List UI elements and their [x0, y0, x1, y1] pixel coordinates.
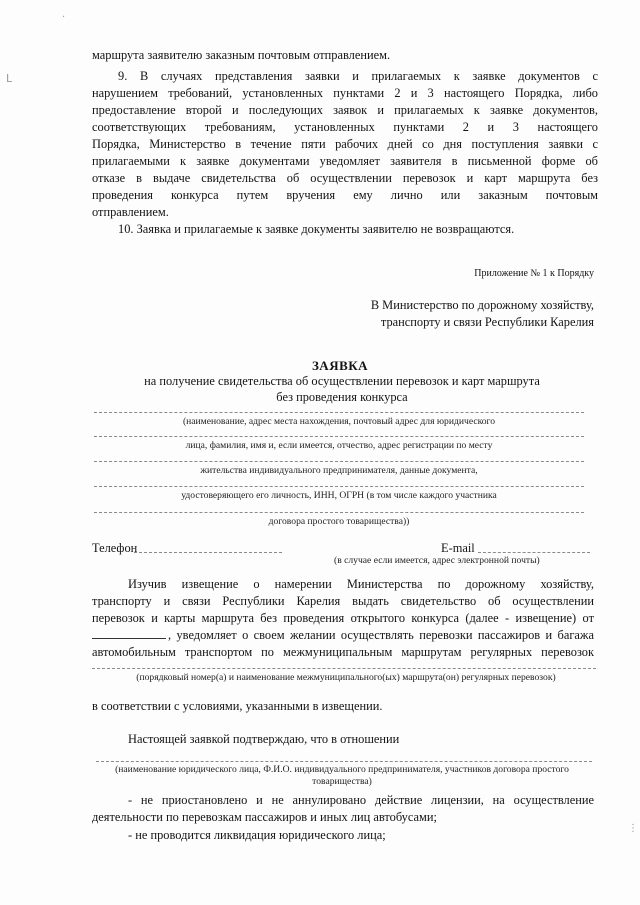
body-line: перевозок и карты маршрута без проведения открытого конкурса (далее - извещение) от	[92, 611, 594, 625]
body-line: Изучив извещение о намерении Министерства по дорожному хозяйству,	[128, 577, 594, 591]
paragraph-9-line: предоставление второй и последующих заявок и прилагаемых к заявке документов,	[92, 103, 598, 117]
entity-fill-line[interactable]	[96, 761, 592, 762]
applicant-fill-line[interactable]	[94, 486, 584, 487]
field-hint: лица, фамилия, имя и, если имеется, отчество, адрес регистрации по месту	[185, 440, 493, 451]
entity-hint: товарищества)	[312, 776, 372, 787]
phone-label: Телефон	[92, 541, 138, 555]
phone-field[interactable]	[134, 552, 282, 553]
conditions-line: в соответствии с условиями, указанными в извещении.	[92, 699, 383, 713]
scan-binding-mark: ⋮	[628, 823, 638, 834]
entity-hint: (наименование юридического лица, Ф.И.О. индивидуального предпринимателя, участников договора простого	[115, 764, 569, 775]
paragraph-9-line: 9. В случаях представления заявки и прилагаемых к заявке документов с	[118, 69, 598, 83]
field-hint: договора простого товарищества))	[268, 516, 410, 527]
paragraph-9-line: прилагаемыми к заявке документами уведомляет заявителя в письменной форме об	[92, 154, 598, 168]
notice-date-field[interactable]	[92, 638, 166, 639]
form-subtitle-line: на получение свидетельства об осуществлении перевозок и карт маршрута	[144, 374, 540, 388]
paragraph-9-line: нарушением требований, установленных пунктами 2 и 3 настоящего Порядка, либо	[92, 86, 598, 100]
form-subtitle-line: без проведения конкурса	[276, 390, 408, 404]
paragraph-9-line: Порядка, Министерство в течение пяти рабочих дней со дня поступления заявки с	[92, 137, 598, 151]
scan-speck-mark: ·	[62, 12, 66, 23]
applicant-fill-line[interactable]	[94, 461, 584, 462]
body-line: автомобильным транспортом по межмуниципальным маршрутам регулярных перевозок	[92, 645, 594, 659]
paragraph-10: 10. Заявка и прилагаемые к заявке документы заявителю не возвращаются.	[118, 222, 515, 236]
paragraph-9-line: отправлением.	[92, 205, 169, 219]
text-line: маршрута заявителю заказным почтовым отправлением.	[92, 48, 391, 62]
email-label: E-mail	[441, 541, 475, 555]
email-field[interactable]	[478, 552, 590, 553]
field-hint: удостоверяющего его личность, ИНН, ОГРН (в том числе каждого участника	[181, 490, 497, 501]
paragraph-9-line: отказе в выдаче свидетельства об осуществлении перевозок и карт маршрута без	[92, 171, 598, 185]
scan-margin-mark: ᒪ	[6, 72, 13, 85]
appendix-label: Приложение № 1 к Порядку	[474, 268, 594, 279]
paragraph-9-line: соответствующих требованиям, установленных пунктами 2 и 3 настоящего	[92, 120, 598, 134]
addressee-line: транспорту и связи Республики Карелия	[380, 315, 594, 329]
route-hint: (порядковый номер(а) и наименование межмуниципального(ых) маршрута(он) регулярных перевозок)	[136, 672, 556, 683]
confirm-line: Настоящей заявкой подтверждаю, что в отношении	[128, 732, 400, 746]
applicant-fill-line[interactable]	[94, 412, 584, 413]
applicant-fill-line[interactable]	[94, 512, 584, 513]
form-title: ЗАЯВКА	[311, 358, 369, 373]
bullet-line: - не приостановлено и не аннулировано действие лицензии, на осуществление	[128, 793, 594, 807]
field-hint: (наименование, адрес места нахождения, почтовый адрес для юридического	[182, 416, 496, 427]
bullet-line: - не проводится ликвидация юридического лица;	[128, 828, 386, 842]
route-fill-line[interactable]	[92, 668, 596, 669]
body-line: транспорту и связи Республики Карелия выдать свидетельство об осуществлении	[92, 594, 594, 608]
addressee-line: В Министерство по дорожному хозяйству,	[370, 298, 594, 312]
email-hint: (в случае если имеется, адрес электронной почты)	[334, 555, 540, 566]
bullet-line: деятельности по перевозкам пассажиров и иных лиц автобусами;	[92, 810, 437, 824]
field-hint: жительства индивидуального предпринимателя, данные документа,	[200, 465, 478, 476]
applicant-fill-line[interactable]	[94, 436, 584, 437]
paragraph-9-line: проведения конкурса путем вручения ему лично или заказным почтовым	[92, 188, 598, 202]
body-line: , уведомляет о своем желании осуществлять перевозки пассажиров и багажа	[168, 628, 594, 642]
